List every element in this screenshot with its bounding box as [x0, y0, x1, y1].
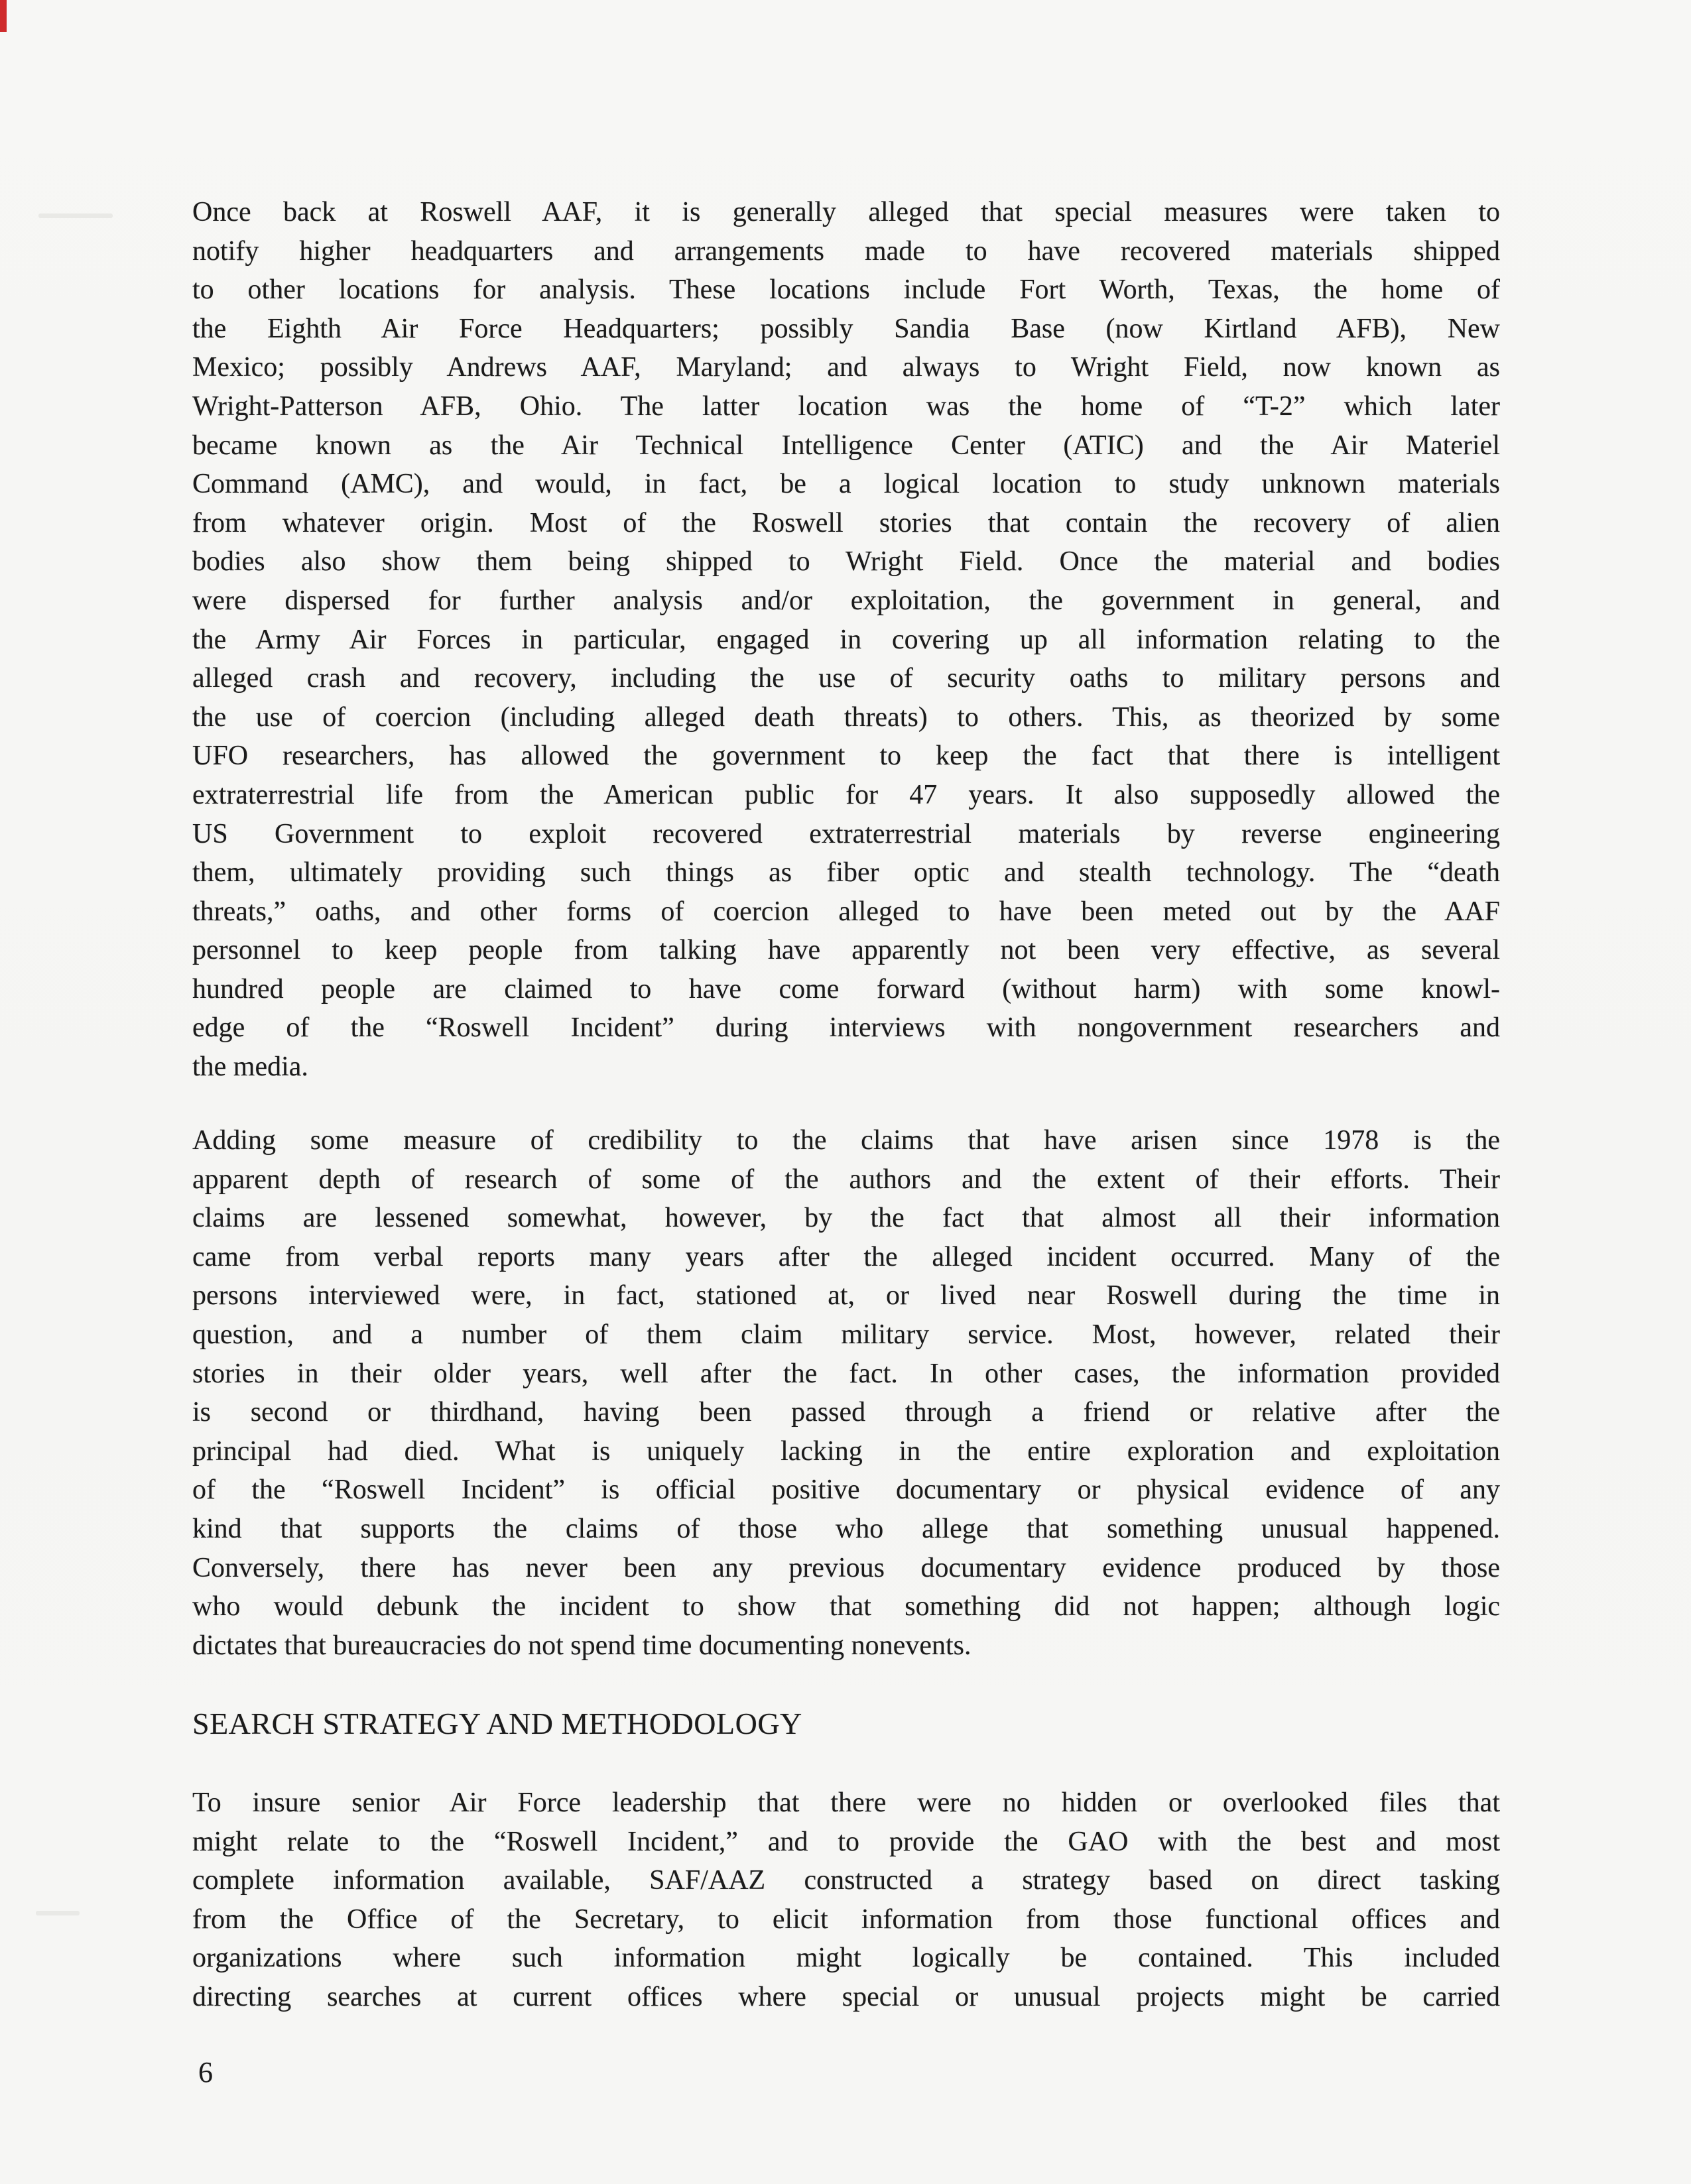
text-line: alleged crash and recovery, including the use of security oaths to military persons and [192, 663, 1500, 694]
text-line: persons interviewed were, in fact, stationed at, or lived near Roswell during the time in [192, 1280, 1500, 1311]
text-line: organizations where such information might logically be contained. This included [192, 1943, 1500, 1974]
scan-artifact [36, 1911, 80, 1915]
text-line: bodies also show them being shipped to Wright Field. Once the material and bodies [192, 546, 1500, 577]
text-line: them, ultimately providing such things as fiber optic and stealth technology. The “death [192, 857, 1500, 888]
body-paragraph-1 [192, 193, 1500, 1087]
text-line: who would debunk the incident to show that something did not happen; although logic [192, 1591, 1500, 1622]
text-line: Conversely, there has never been any previous documentary evidence produced by those [192, 1552, 1500, 1583]
section-heading: SEARCH STRATEGY AND METHODOLOGY [192, 1707, 802, 1740]
text-line: from the Office of the Secretary, to elicit information from those functional offices and [192, 1904, 1500, 1935]
text-line: the use of coercion (including alleged death threats) to others. This, as theorized by some [192, 701, 1500, 733]
text-line: edge of the “Roswell Incident” during interviews with nongovernment researchers and [192, 1012, 1500, 1044]
text-line: of the “Roswell Incident” is official positive documentary or physical evidence of any [192, 1475, 1500, 1506]
text-line: extraterrestrial life from the American public for 47 years. It also supposedly allowed the [192, 779, 1500, 810]
text-line: UFO researchers, has allowed the government to keep the fact that there is intelligent [192, 741, 1500, 772]
text-line: Adding some measure of credibility to the claims that have arisen since 1978 is the [192, 1125, 1500, 1156]
text-line: became known as the Air Technical Intelligence Center (ATIC) and the Air Materiel [192, 430, 1500, 461]
text-line: claims are lessened somewhat, however, by the fact that almost all their information [192, 1203, 1500, 1234]
body-paragraph-2 [192, 1121, 1500, 1665]
page-number: 6 [198, 2056, 213, 2089]
text-line: dictates that bureaucracies do not spend time documenting nonevents. [192, 1630, 971, 1661]
text-line: US Government to exploit recovered extraterrestrial materials by reverse engineering [192, 818, 1500, 849]
body-paragraph-3 [192, 1784, 1500, 2017]
text-line: complete information available, SAF/AAZ constructed a strategy based on direct tasking [192, 1865, 1500, 1896]
text-line: hundred people are claimed to have come forward (without harm) with some knowl- [192, 973, 1500, 1004]
scan-registration-mark [0, 0, 7, 32]
text-line: kind that supports the claims of those who allege that something unusual happened. [192, 1513, 1500, 1544]
text-line: personnel to keep people from talking have apparently not been very effective, as several [192, 935, 1500, 966]
text-line: To insure senior Air Force leadership that there were no hidden or overlooked files that [192, 1788, 1500, 1818]
text-line: to other locations for analysis. These locations include Fort Worth, Texas, the home of [192, 274, 1500, 306]
text-line: question, and a number of them claim military service. Most, however, related their [192, 1319, 1500, 1350]
text-line: the media. [192, 1052, 308, 1083]
text-line: Command (AMC), and would, in fact, be a logical location to study unknown materials [192, 469, 1500, 500]
text-line: principal had died. What is uniquely lacking in the entire exploration and exploitation [192, 1435, 1500, 1467]
text-line: Mexico; possibly Andrews AAF, Maryland; and always to Wright Field, now known as [192, 352, 1500, 383]
text-line: from whatever origin. Most of the Roswell stories that contain the recovery of alien [192, 507, 1500, 538]
text-line: threats,” oaths, and other forms of coercion alleged to have been meted out by the AAF [192, 896, 1500, 927]
text-line: Wright-Patterson AFB, Ohio. The latter location was the home of “T-2” which later [192, 391, 1500, 422]
scan-artifact [38, 213, 113, 218]
text-line: stories in their older years, well after the fact. In other cases, the information provided [192, 1358, 1500, 1389]
text-line: Once back at Roswell AAF, it is generally alleged that special measures were taken to [192, 197, 1500, 227]
text-line: the Army Air Forces in particular, engaged in covering up all information relating to the [192, 624, 1500, 655]
text-line: might relate to the “Roswell Incident,” and to provide the GAO with the best and most [192, 1826, 1500, 1857]
text-line: apparent depth of research of some of the authors and the extent of their efforts. Their [192, 1164, 1500, 1195]
text-line: is second or thirdhand, having been passed through a friend or relative after the [192, 1397, 1500, 1428]
text-line: were dispersed for further analysis and/or exploitation, the government in general, and [192, 585, 1500, 616]
text-line: the Eighth Air Force Headquarters; possibly Sandia Base (now Kirtland AFB), New [192, 313, 1500, 344]
text-line: came from verbal reports many years after the alleged incident occurred. Many of the [192, 1241, 1500, 1272]
text-line: notify higher headquarters and arrangements made to have recovered materials shipped [192, 235, 1500, 267]
text-line: directing searches at current offices where special or unusual projects might be carried [192, 1981, 1500, 2012]
